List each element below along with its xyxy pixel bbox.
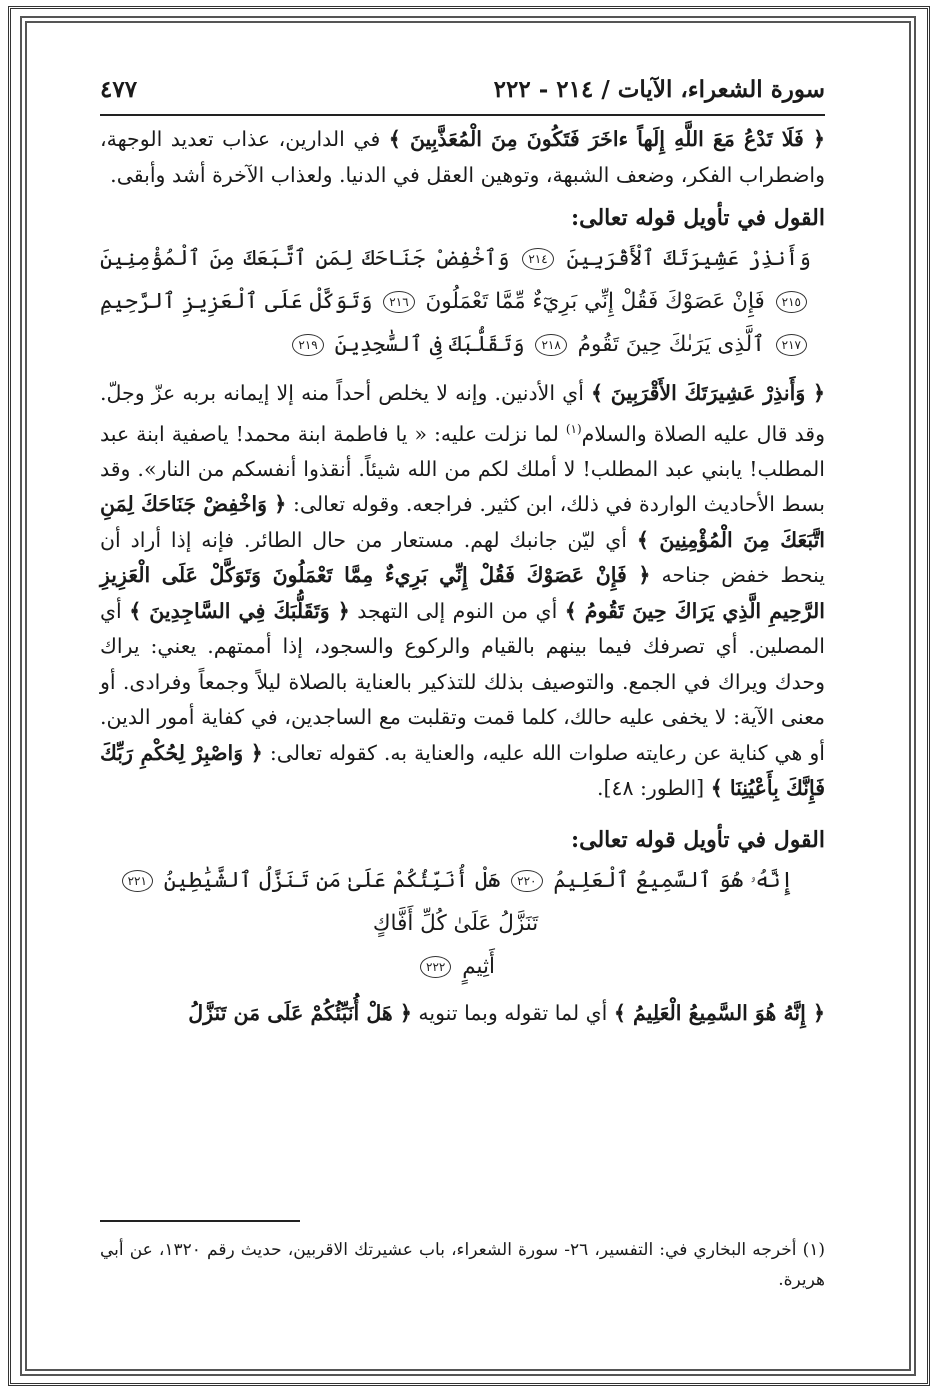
verse-number-badge: ٢٢٢ bbox=[420, 956, 451, 978]
verse-text: وَٱخْفِضْ جَنَاحَكَ لِمَنِ ٱتَّبَعَكَ مِنَ ٱلْمُؤْمِنِينَ bbox=[100, 246, 510, 271]
verse-number-badge: ٢٢١ bbox=[122, 870, 153, 892]
verse-block-2 bbox=[100, 859, 825, 988]
commentary-text: أي ليّن جانبك لهم. مستعار من حال الطائر. فإنه إذا أراد أن ينحط خفض جناحه bbox=[100, 527, 825, 588]
verse-text: ٱلَّذِى يَرَىٰكَ حِينَ تَقُومُ bbox=[577, 332, 765, 357]
section-heading-1: القول في تأويل قوله تعالى: bbox=[571, 205, 825, 231]
verse-number-badge: ٢١٨ bbox=[535, 334, 566, 356]
page-header bbox=[100, 70, 825, 116]
verse-number-badge: ٢١٩ bbox=[292, 334, 323, 356]
verse-block-1 bbox=[100, 237, 825, 366]
verse-text: وَتَقَلُّبَكَ فِى ٱلسَّٰجِدِينَ bbox=[334, 332, 525, 357]
commentary-text: أي المصلين. أي تصرفك فيما بينهم بالقيام والركوع والسجود، إذا أممتهم. يعني: يراك وحدك ويراك في الجمع. والتوصيف بذلك للتذكير بالعناية بالصلاة ليلاً وجمعاً وفرادى. أو معنى الآية: لا يخفى عليه حالك، كلما قمت وتقلبت مع الساجدين، في كفاية أمور الدين. أو هي كناية عن رعايته صلوات الله عليه، والعناية به. كقوله تعالى: bbox=[100, 598, 825, 765]
commentary-text: في الدارين، عذاب تعديد الوجهة، واضطراب الفكر، وضعف الشبهة، وتوهين العقل في الدنيا. ولعذاب الآخرة أشد وأبقى. bbox=[100, 127, 825, 187]
verse-text: إِنَّهُۥ هُوَ ٱلسَّمِيعُ ٱلْعَلِيمُ bbox=[553, 867, 794, 893]
verse-number-badge: ٢١٥ bbox=[776, 291, 807, 313]
quran-quote: ﴿ وَتَقَلُّبَكَ فِي السَّاجِدِينَ ﴾ bbox=[129, 598, 350, 623]
quran-quote: ﴿ فَإِنْ عَصَوْكَ فَقُلْ إِنِّي بَرِيءٌ مِمَّا تَعْمَلُونَ وَتَوَكَّلْ عَلَى الْعَزِيزِ الرَّحِيمِ الَّذِي يَرَاكَ حِينَ تَقُومُ ﴾ bbox=[100, 563, 825, 623]
quran-quote: ﴿ وَأَنذِرْ عَشِيرَتَكَ الأَقْرَبِينَ ﴾ bbox=[591, 381, 825, 405]
section-heading-2: القول في تأويل قوله تعالى: bbox=[571, 826, 825, 853]
verse-text: تَنَزَّلُ عَلَىٰ كُلِّ أَفَّاكٍ bbox=[372, 910, 539, 936]
verse-text: هَلْ أُنَبِّئُكُمْ عَلَىٰ مَن تَنَزَّلُ ٱلشَّيَٰطِينُ bbox=[163, 867, 501, 893]
book-page bbox=[100, 70, 825, 1340]
page-number: ٤٧٧ bbox=[100, 76, 138, 103]
commentary-paragraph-1 bbox=[100, 376, 825, 807]
quran-quote: ﴿ وَاخْفِضْ جَنَاحَكَ لِمَنِ اتَّبَعَكَ مِنَ الْمُؤْمِنِينَ ﴾ bbox=[100, 492, 825, 552]
quran-quote: ﴿ فَلَا تَدْعُ مَعَ اللَّهِ إِلَهاً ءاخَرَ فَتَكُونَ مِنَ الْمُعَذَّبِينَ ﴾ bbox=[388, 127, 825, 151]
verse-number-badge: ٢١٧ bbox=[776, 334, 807, 356]
footnote-divider bbox=[100, 1220, 300, 1222]
verse-text: فَإِنْ عَصَوْكَ فَقُلْ إِنِّي بَرِيٓءٌ مِّمَّا تَعْمَلُونَ bbox=[425, 289, 765, 314]
verse-number-badge: ٢١٤ bbox=[522, 248, 553, 270]
footnotes bbox=[100, 1235, 825, 1295]
intro-paragraph bbox=[100, 122, 825, 193]
citation: [الطور: ٤٨]. bbox=[596, 776, 705, 801]
commentary-paragraph-2 bbox=[100, 996, 825, 1032]
verse-number-badge: ٢١٦ bbox=[383, 291, 414, 313]
footnote-item bbox=[100, 1235, 825, 1295]
commentary-text: أي لما تقوله وبما تنويه bbox=[418, 1000, 608, 1025]
quran-quote: ﴿ إِنَّهُ هُوَ السَّمِيعُ الْعَلِيمُ ﴾ bbox=[613, 1000, 825, 1025]
footnote-text: أخرجه البخاري في: التفسير، ٢٦- سورة الشعراء، باب عشيرتك الاقربين، حديث رقم ١٣٢٠، عن أبي هريرة. bbox=[100, 1240, 825, 1290]
quran-quote: ﴿ وَاصْبِرْ لِحُكْمِ رَبِّكَ فَإِنَّكَ بِأَعْيُنِنَا ﴾ bbox=[100, 740, 825, 801]
verse-text: وَأَنذِرْ عَشِيرَتَكَ ٱلْأَقْرَبِينَ bbox=[566, 246, 811, 271]
footnote-ref: (١) bbox=[565, 421, 582, 436]
verse-text: وَتَوَكَّلْ عَلَى ٱلْعَزِيزِ ٱلرَّحِيمِ bbox=[99, 289, 373, 314]
running-title: سورة الشعراء، الآيات / ٢١٤ - ٢٢٢ bbox=[493, 76, 825, 103]
footnote-marker: (١) bbox=[802, 1240, 825, 1260]
commentary-text: أي الأدنين. وإنه لا يخلص أحداً منه إلا إيمانه بربه عزّ وجلّ. وقد قال عليه الصلاة والسلام bbox=[100, 381, 825, 446]
verse-text: أَثِيمٍ bbox=[462, 953, 495, 979]
commentary-text: لما نزلت عليه: « يا فاطمة ابنة محمد! ياصفية ابنة عبد المطلب! يابني عبد المطلب! لا أملك لكم من الله شيئاً. أنقذوا أنفسكم من النار». وقد بسط الأحاديث الواردة في ذلك، ابن كثير. فراجعه. وقوله تعالى: bbox=[100, 421, 825, 517]
verse-number-badge: ٢٢٠ bbox=[511, 870, 542, 892]
commentary-text: أي من النوم إلى التهجد bbox=[357, 598, 558, 623]
quran-quote: ﴿ هَلْ أُنَبِّئُكُمْ عَلَى مَن تَنَزَّلُ bbox=[188, 1000, 412, 1025]
